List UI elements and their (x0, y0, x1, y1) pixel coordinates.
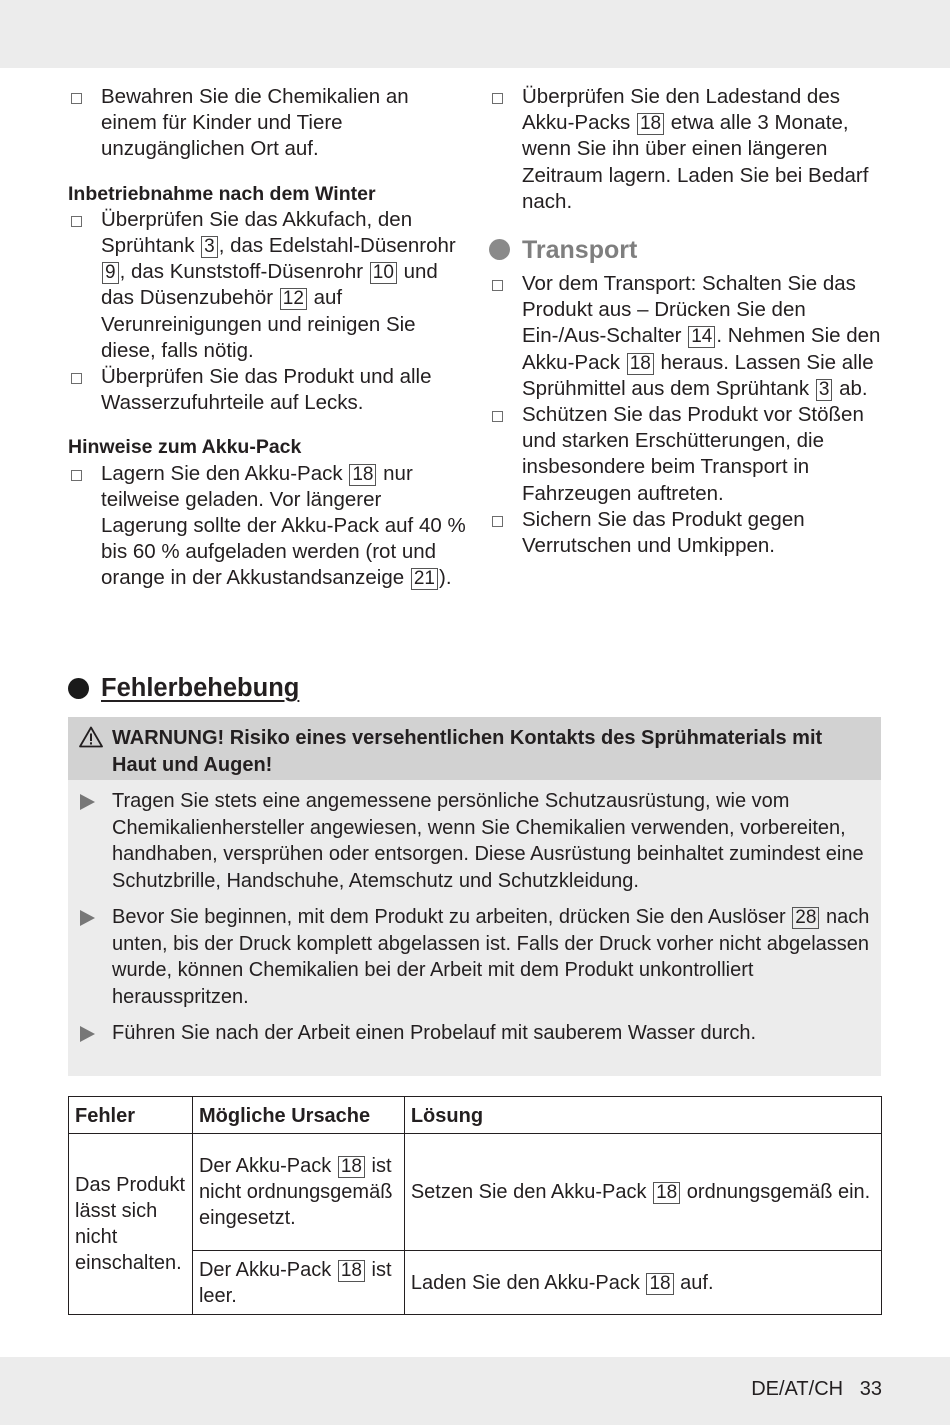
part-reference: 18 (349, 464, 376, 486)
item-text: Lagern Sie den Akku-Pack (101, 461, 343, 485)
subheading-akku: Hinweise zum Akku-Pack (68, 436, 302, 459)
header-ursache: Mögliche Ursache (192, 1097, 404, 1134)
cell-text: ist leer. (198, 1258, 392, 1307)
part-reference: 9 (102, 262, 119, 284)
item-text: ). (439, 566, 452, 590)
part-reference: 18 (646, 1273, 673, 1295)
item-text: . Nehmen Sie den Akku-Pack (522, 324, 881, 374)
item-text: und das Düsenzubehör (101, 260, 438, 310)
loesung-cell (404, 1251, 881, 1315)
part-reference: 21 (411, 568, 438, 590)
troubleshooting-table (68, 1096, 882, 1315)
cell-text: Der Akku-Pack (198, 1154, 332, 1177)
warning-item (112, 904, 871, 1010)
page-number: 33 (859, 1378, 882, 1400)
ursache-cell (192, 1251, 404, 1315)
list-item (68, 84, 468, 163)
warning-item (112, 1020, 871, 1047)
arrow-bullet-icon (80, 794, 95, 810)
item-text: Vor dem Transport: Schalten Sie das Produkt aus – Drücken Sie den Ein-/Aus-Schalter (522, 272, 856, 348)
list-item (489, 402, 889, 507)
list-item (489, 84, 889, 215)
header-fehler: Fehler (69, 1097, 193, 1134)
warning-triangle-icon (79, 726, 103, 748)
part-reference: 3 (201, 236, 218, 258)
list-item (68, 364, 468, 416)
item-text: Überprüfen Sie das Produkt und alle Wasserzufuhrteile auf Lecks. (101, 365, 432, 415)
bullet-dot-icon (68, 678, 89, 699)
cell-text: ist nicht ordnungsgemäß eingesetzt. (198, 1154, 393, 1230)
checkbox-bullet-icon (71, 373, 82, 384)
item-text: nach unten, bis der Druck komplett abgelassen ist. Falls der Druck vorher nicht abgelassen wurde, können Chemikalien bei der Arbeit mit dem Produkt unkontrolliert herausspritzen. (112, 906, 870, 1008)
header-loesung: Lösung (404, 1097, 881, 1134)
item-text: Führen Sie nach der Arbeit einen Probelauf mit sauberem Wasser durch. (112, 1022, 757, 1044)
heading-text: Transport (522, 236, 638, 265)
item-text: Bewahren Sie die Chemikalien an einem für Kinder und Tiere unzugänglichen Ort auf. (101, 85, 409, 161)
section-heading-transport (489, 235, 889, 265)
ursache-cell (192, 1134, 404, 1251)
item-text: Überprüfen Sie den Ladestand des Akku-Packs (522, 85, 840, 135)
item-text: heraus. Lassen Sie alle Sprühmittel aus dem Sprühtank (522, 350, 874, 400)
item-text: ab. (833, 376, 868, 400)
item-text: Überprüfen Sie das Akkufach, den Sprühtank (101, 207, 413, 258)
subheading-winter: Inbetriebnahme nach dem Winter (68, 182, 376, 205)
warning-box (68, 717, 881, 1076)
cell-text: auf. (674, 1271, 714, 1294)
item-text: etwa alle 3 Monate, wenn Sie ihn über einen längeren Zeitraum lagern. Laden Sie bei Bedarf nach. (522, 111, 869, 213)
part-reference: 18 (338, 1156, 365, 1178)
checkbox-bullet-icon (71, 470, 82, 481)
checkbox-bullet-icon (492, 93, 503, 104)
part-reference: 12 (280, 288, 307, 310)
part-reference: 3 (816, 379, 833, 401)
part-reference: 18 (653, 1182, 680, 1204)
item-text: , das Kunststoff-Düsenrohr (119, 260, 364, 284)
item-text: nur teilweise geladen. Vor längerer Lagerung sollte der Akku-Pack auf 40 % bis 60 % aufgeladen werden (rot und orange in der Akkustandsanzeige (101, 461, 466, 590)
part-reference: 18 (627, 353, 654, 375)
checkbox-bullet-icon (71, 216, 82, 227)
part-reference: 10 (370, 262, 397, 284)
item-text: auf Verunreinigungen und reinigen Sie diese, falls nötig. (101, 286, 416, 362)
left-column (68, 84, 468, 592)
warning-item (112, 788, 871, 894)
cell-text: ordnungsgemäß ein. (681, 1181, 871, 1204)
item-text: , das Edelstahl-Düsenrohr (218, 234, 456, 258)
right-column (489, 84, 889, 559)
bullet-dot-icon (489, 239, 510, 260)
arrow-bullet-icon (80, 910, 95, 926)
section-heading-fehlerbehebung (68, 672, 299, 704)
checkbox-bullet-icon (71, 93, 82, 104)
part-reference: 18 (637, 113, 664, 135)
cell-text: Der Akku-Pack (198, 1258, 332, 1281)
item-text: Sichern Sie das Produkt gegen Verrutschen und Umkippen. (522, 507, 805, 558)
item-text: Bevor Sie beginnen, mit dem Produkt zu arbeiten, drücken Sie den Auslöser (112, 906, 786, 928)
footer-lang: DE/AT/CH (751, 1378, 844, 1400)
page-footer (751, 1378, 882, 1401)
table-row (69, 1134, 882, 1251)
warning-title: WARNUNG! Risiko eines versehentlichen Kontakts des Sprühmaterials mit Haut und Augen! (112, 727, 823, 776)
arrow-bullet-icon (80, 1026, 95, 1042)
part-reference: 18 (338, 1260, 365, 1282)
warning-header (68, 717, 881, 780)
item-text: Tragen Sie stets eine angemessene persönliche Schutzausrüstung, wie vom Chemikalienhersteller angewiesen, wenn Sie Chemikalien verwenden, vorbereiten, handhaben, versprühen oder entsorgen. Diese Ausrüstung beinhaltet zumindest eine Schutzbrille, Handschuhe, Atemschutz und Schutzkleidung. (112, 790, 864, 892)
list-item (489, 507, 889, 559)
list-item (489, 271, 889, 402)
list-item (68, 207, 468, 364)
heading-text: Fehlerbehebung (101, 674, 300, 702)
cell-text: Laden Sie den Akku-Pack (410, 1271, 640, 1294)
checkbox-bullet-icon (492, 516, 503, 527)
top-band (0, 0, 950, 68)
checkbox-bullet-icon (492, 280, 503, 291)
part-reference: 14 (688, 326, 715, 348)
cell-text: Setzen Sie den Akku-Pack (410, 1181, 647, 1204)
loesung-cell (404, 1134, 881, 1251)
checkbox-bullet-icon (492, 411, 503, 422)
fehler-cell: Das Produkt lässt sich nicht einschalten. (69, 1134, 193, 1315)
table-header-row (69, 1097, 882, 1134)
list-item (68, 461, 468, 592)
part-reference: 28 (792, 907, 819, 929)
warning-list (68, 780, 881, 1047)
item-text: Schützen Sie das Produkt vor Stößen und starken Erschütterungen, die insbesondere beim Transport in Fahrzeugen auftreten. (522, 403, 864, 505)
